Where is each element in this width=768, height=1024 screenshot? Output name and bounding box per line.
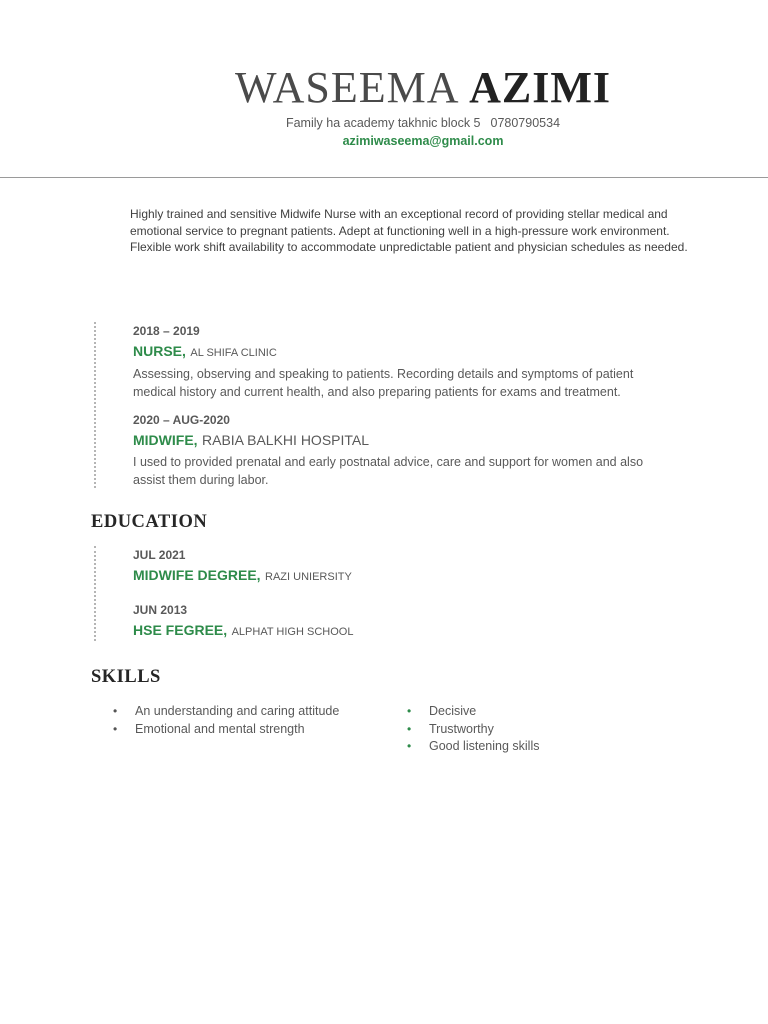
education-school: ALPHAT HIGH SCHOOL [231,626,354,638]
education-timeline [94,546,96,641]
bullet-icon: • [407,739,412,753]
skill-item: • Good listening skills [407,738,539,756]
experience-title [133,430,673,451]
experience-description: Assessing, observing and speaking to patients. Recording details and symptoms of patient medical history and current health, and also preparing patients for exams and treatment. [133,367,634,399]
education-degree: MIDWIFE DEGREE, [133,567,261,583]
experience-org: RABIA BALKHI HOSPITAL [202,432,370,448]
experience-timeline [94,322,96,488]
contact-line [0,116,768,130]
bullet-icon: • [407,721,412,736]
first-name: WASEEMA [234,63,458,112]
experience-role: NURSE, [133,343,186,359]
experience-description: I used to provided prenatal and early postnatal advice, care and support for women and also assist them during labor. [133,455,644,487]
skills-heading: SKILLS [91,667,161,687]
last-name: AZIMI [469,63,612,112]
skills-list-right [407,703,539,756]
skill-item: • Decisive [407,703,539,721]
experience-date: 2020 – AUG-2020 [133,413,230,427]
skills-list-left [113,703,339,738]
bullet-icon: • [113,704,118,718]
bullet-icon: • [407,704,412,718]
education-degree: HSE FEGREE, [133,622,228,638]
education-heading: EDUCATION [91,512,208,532]
address-text: Family ha academy takhnic block 5 [285,116,481,130]
skill-item: • Emotional and mental strength [113,721,339,739]
header-divider [0,177,768,178]
education-title [133,565,673,587]
education-date: JUL 2021 [133,548,186,562]
email-link[interactable]: azimiwaseema@gmail.com [342,134,504,148]
experience-org: AL SHIFA CLINIC [190,347,277,359]
phone-text: 0780790534 [490,116,561,130]
experience-entry [133,323,673,401]
education-date: JUN 2013 [133,603,188,617]
education-title [133,620,673,642]
skill-item: • Trustworthy [407,721,539,739]
experience-entry [133,412,673,489]
education-entry [133,547,673,587]
summary-paragraph: Highly trained and sensitive Midwife Nurse with an exceptional record of providing stellar medical and emotional service to pregnant patients. Adept at functioning well in a high-pressure work environment. Flexible work shift availability to accommodate unpredictable patient and physician schedules as needed. [130,207,688,254]
experience-title [133,341,673,363]
candidate-name [0,62,768,114]
experience-role: MIDWIFE, [133,432,198,448]
bullet-icon: • [113,721,118,736]
education-entry [133,602,673,642]
skill-item: • An understanding and caring attitude [113,703,339,721]
experience-date: 2018 – 2019 [133,324,200,338]
education-school: RAZI UNIERSITY [265,571,352,583]
